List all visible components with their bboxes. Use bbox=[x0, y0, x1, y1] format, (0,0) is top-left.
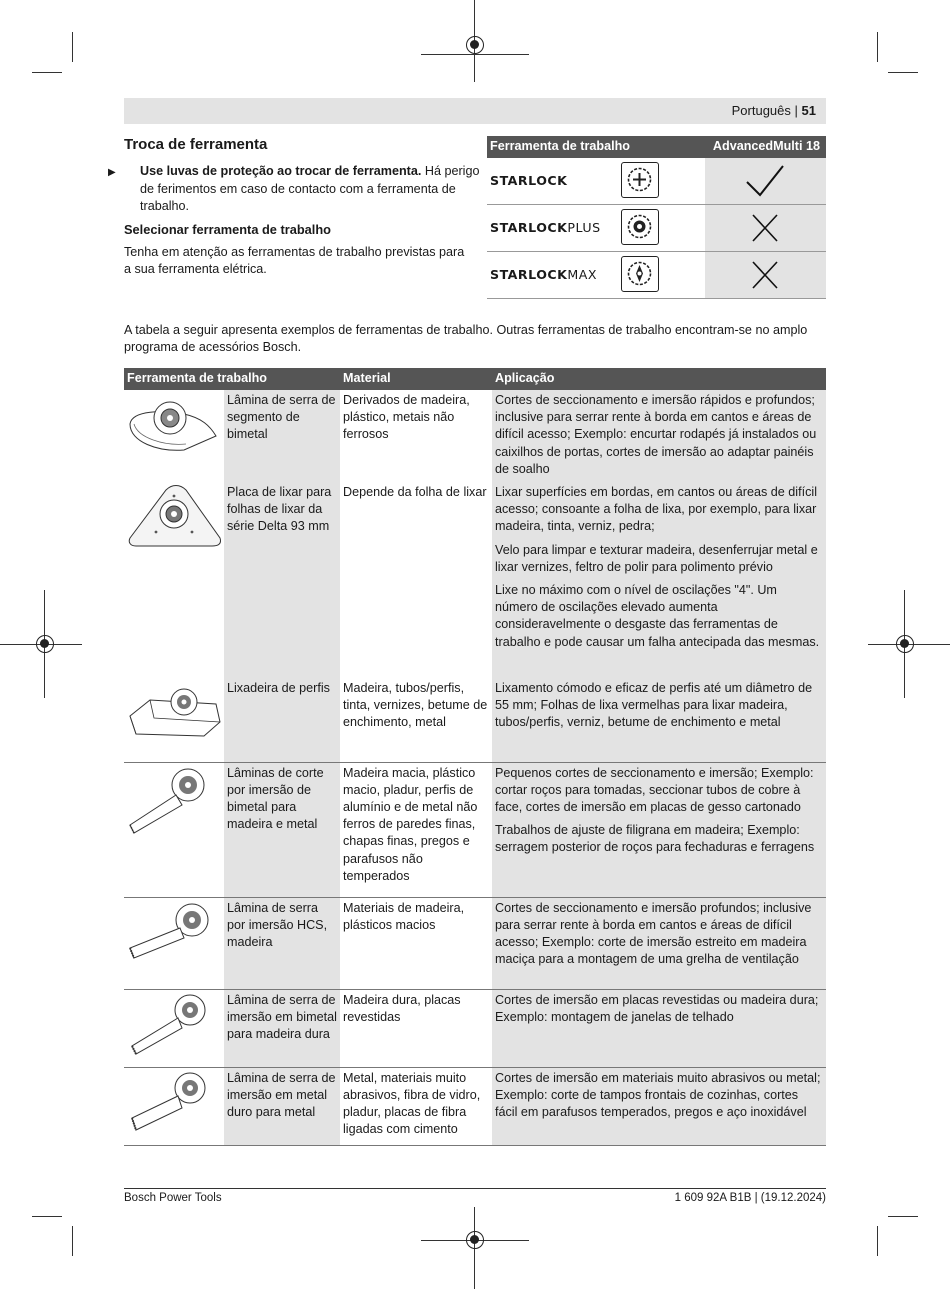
cross-icon bbox=[705, 252, 826, 298]
warning-text: Há perigo de ferimentos em caso de contacto com a ferramenta de trabalho. bbox=[140, 164, 480, 213]
starlock-max-logo: STARLOCKMAX bbox=[490, 267, 598, 282]
header-material: Material bbox=[340, 368, 492, 390]
registration-mark-icon bbox=[466, 1231, 484, 1249]
safety-warning bbox=[108, 163, 480, 215]
tools-table-header bbox=[124, 368, 826, 390]
tool-application: Pequenos cortes de seccionamento e imersão; Exemplo: cortar roços para tomadas, seccionar tubos de cobre à face, cortes de imersão em placas de gesso cartonado Trabalhos de ajuste de filigrana em madeira; Exemplo: serragem posterior de roços para fechaduras e ferragens bbox=[492, 762, 826, 897]
registration-mark-icon bbox=[896, 635, 914, 653]
starlock-logo: STARLOCK bbox=[490, 173, 568, 188]
warning-bold-text: Use luvas de proteção ao trocar de ferramenta. bbox=[140, 164, 422, 178]
intro-text: A tabela a seguir apresenta exemplos de ferramentas de trabalho. Outras ferramentas de trabalho encontram-se no amplo programa de acessórios Bosch. bbox=[124, 323, 808, 354]
tool-name: Lâminas de corte por imersão de bimetal para madeira e metal bbox=[224, 762, 340, 897]
starlock-plus-logo: STARLOCKPLUS bbox=[490, 220, 601, 235]
page-language bbox=[732, 103, 816, 118]
compatibility-table bbox=[487, 136, 826, 299]
tool-name: Lâmina de serra de imersão em bimetal para madeira dura bbox=[224, 989, 340, 1067]
tool-application: Cortes de imersão em materiais muito abrasivos ou metal; Exemplo: corte de tampos frontais de cozinhas, cortes fácil em parafusos temperados, pregos e aço inoxidável bbox=[492, 1067, 826, 1145]
crop-mark bbox=[32, 72, 62, 73]
segment-saw-blade-icon bbox=[124, 390, 224, 482]
crop-mark bbox=[877, 32, 878, 62]
language-label: Português bbox=[731, 103, 791, 118]
page-header bbox=[124, 98, 826, 124]
tool-application: Cortes de imersão em placas revestidas ou madeira dura; Exemplo: montagem de janelas de telhado bbox=[492, 989, 826, 1067]
compat-mark-cell bbox=[705, 205, 826, 251]
header-separator: | bbox=[794, 103, 798, 118]
crop-mark bbox=[72, 32, 73, 62]
starlock-interface-icon bbox=[621, 162, 659, 198]
page-number: 51 bbox=[801, 103, 816, 118]
hardwood-plunge-blade-icon bbox=[124, 989, 224, 1067]
tool-material: Derivados de madeira, plástico, metais não ferrosos bbox=[343, 393, 470, 442]
section-title: Troca de ferramenta bbox=[124, 136, 268, 153]
profile-sander-icon bbox=[124, 678, 224, 762]
crop-mark bbox=[421, 54, 529, 55]
crop-mark bbox=[72, 1226, 73, 1256]
tool-name: Lâmina de serra de imersão em metal duro para metal bbox=[224, 1067, 340, 1145]
table-row bbox=[124, 390, 826, 482]
table-row bbox=[124, 1067, 826, 1145]
subsection-title: Selecionar ferramenta de trabalho bbox=[124, 222, 331, 237]
delta-sanding-plate-icon bbox=[124, 482, 224, 678]
tool-name: Placa de lixar para folhas de lixar da série Delta 93 mm bbox=[224, 482, 340, 678]
tools-table bbox=[124, 368, 826, 1146]
table-row bbox=[124, 762, 826, 897]
tool-name: Lixadeira de perfis bbox=[224, 678, 340, 762]
tool-application: Lixamento cómodo e eficaz de perfis até um diâmetro de 55 mm; Folhas de lixa vermelhas para lixar madeira, tubos/perfis, verniz, betume de enchimento e metal bbox=[492, 678, 826, 762]
check-icon bbox=[705, 158, 826, 204]
compat-mark-cell bbox=[705, 158, 826, 204]
tool-application: Lixar superfícies em bordas, em cantos ou áreas de difícil acesso; consoante a folha de lixa, por exemplo, para lixar madeira, tinta, verniz, pedra; Velo para limpar e texturar madeira, desenferrujar metal e lixar vernizes, feltro de polir para polimento prévio Lixe no máximo com o nível de oscilações "4". Um número de oscilações elevado aumenta consideravelmente o desgaste das ferramentas de trabalho e pode causar um falha antecipada das mesmas. bbox=[492, 482, 826, 678]
crop-mark bbox=[888, 1216, 918, 1217]
table-row bbox=[124, 678, 826, 762]
bimetal-plunge-blade-icon bbox=[124, 762, 224, 897]
crop-mark bbox=[888, 72, 918, 73]
crop-mark bbox=[877, 1226, 878, 1256]
footer-brand: Bosch Power Tools bbox=[124, 1192, 222, 1204]
tool-material: Depende da folha de lixar bbox=[343, 485, 487, 499]
tool-material: Metal, materiais muito abrasivos, fibra de vidro, pladur, placas de fibra ligadas com cimento bbox=[340, 1067, 492, 1145]
registration-mark-icon bbox=[466, 36, 484, 54]
header-application: Aplicação bbox=[492, 368, 826, 390]
tool-material: Madeira, tubos/perfis, tinta, vernizes, betume de enchimento, metal bbox=[343, 681, 488, 730]
compat-row-starlock bbox=[487, 158, 826, 205]
subsection-text: Tenha em atenção as ferramentas de trabalho previstas para a sua ferramenta elétrica. bbox=[124, 245, 465, 276]
footer-divider bbox=[124, 1188, 826, 1189]
tool-name: Lâmina de serra por imersão HCS, madeira bbox=[224, 897, 340, 989]
compatibility-header bbox=[487, 136, 826, 158]
tool-name: Lâmina de serra de segmento de bimetal bbox=[224, 390, 340, 482]
table-row bbox=[124, 482, 826, 678]
header-tool: Ferramenta de trabalho bbox=[124, 368, 340, 390]
table-row bbox=[124, 897, 826, 989]
hcs-plunge-blade-icon bbox=[124, 897, 224, 989]
compat-row-starlock-max bbox=[487, 252, 826, 299]
hard-metal-plunge-blade-icon bbox=[124, 1067, 224, 1145]
tool-application: Cortes de seccionamento e imersão rápidos e profundos; inclusive para serrar rente à borda em cantos e áreas de difícil acesso; Exemplo: encurtar rodapés já instalados ou caixilhos de portas, cortes de imersão ao adaptar painéis de soalho bbox=[492, 390, 826, 482]
tool-application: Cortes de seccionamento e imersão profundos; inclusive para serrar rente à borda em cantos e áreas de difícil acesso; Exemplo: corte de imersão estreito em madeira maciça para a montagem de uma grelha de ventilação bbox=[492, 897, 826, 989]
compat-mark-cell bbox=[705, 252, 826, 298]
tool-material: Madeira dura, placas revestidas bbox=[340, 989, 492, 1067]
starlock-plus-interface-icon bbox=[621, 209, 659, 245]
compat-col-tool: Ferramenta de trabalho bbox=[490, 139, 630, 153]
cross-icon bbox=[705, 205, 826, 251]
footer-document-id: 1 609 92A B1B | (19.12.2024) bbox=[674, 1192, 826, 1204]
crop-mark bbox=[32, 1216, 62, 1217]
registration-mark-icon bbox=[36, 635, 54, 653]
tool-material: Madeira macia, plástico macio, pladur, perfis de alumínio e de metal não ferros de paredes finas, chapas finas, pregos e parafusos não temperados bbox=[340, 762, 492, 897]
compat-row-starlock-plus bbox=[487, 205, 826, 252]
tool-material: Materiais de madeira, plásticos macios bbox=[340, 897, 492, 989]
bullet-triangle-icon: ▶ bbox=[108, 167, 116, 178]
table-row bbox=[124, 989, 826, 1067]
starlock-max-interface-icon bbox=[621, 256, 659, 292]
compat-col-device: AdvancedMulti 18 bbox=[712, 139, 820, 153]
